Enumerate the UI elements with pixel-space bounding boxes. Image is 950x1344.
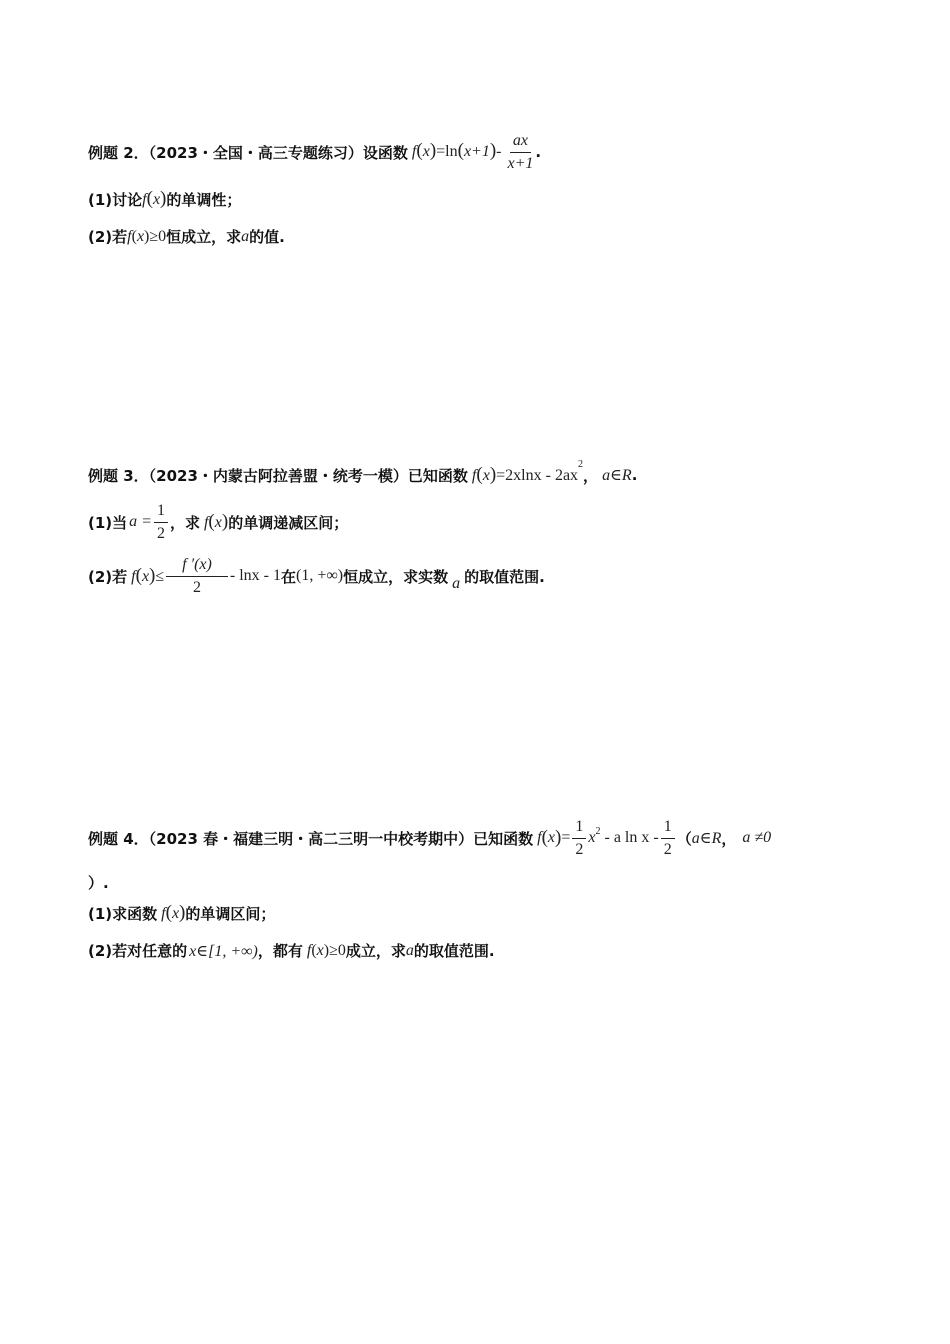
example-4-formula: f ( x ) = $\frac{1}{2}$ x $^2$ - a ln x - $\frac{1}{2}$ [537,818,677,858]
example-3-formula: $f(x)=2xlnx - 2ax^2$ [471,458,584,485]
example-4-q2: (2)若对任意的 x∈[1, +∞) ，都有 f(x)≥0 成立，求 a 的取值范围. [88,941,495,960]
example-2-q1: (1)讨论 f(x) 的单调性； [88,188,242,209]
example-2-q2: (2)若 f(x)≥0 恒成立，求 a 的值. [88,227,285,246]
example-3-q2: (2)若 f(x)≤ $\frac{f '(x)}{2}$ - lnx - 1 在 (1, +∞) 恒成立，求实数 a 的取值范围. [88,556,545,596]
example-4-title: 例题 4．（2023 春・福建三明・高二三明一中校考期中）已知函数 f ( x ) = $\frac{1}{2}$ x $^2$ - a ln x - $\frac{1}{2}$ （ a∈R ， a ≠0 [88,818,772,858]
example-4-q1: (1)求函数 f(x) 的单调区间； [88,902,276,923]
fx-ineq: f(x)≥0 [127,227,167,245]
example-4-close: ）. [88,874,109,892]
example-2-formula: f(x)=ln(x+1)- $\frac{ax}{x+1}$ [411,132,534,172]
fx-expr: f(x) [142,188,167,209]
example-4-intro: 例题 4．（2023 春・福建三明・高二三明一中校考期中）已知函数 [88,829,534,848]
example-2-title: 例题 2．（2023・全国・高三专题练习）设函数 f(x)=ln(x+1)- $\frac{ax}{x+1}$ . [88,132,542,172]
example-2-intro: 例题 2．（2023・全国・高三专题练习）设函数 [88,143,408,162]
example-3-title: 例题 3．（2023・内蒙古阿拉善盟・统考一模）已知函数 $f(x)=2xlnx - 2ax^2$ ， a∈R . [88,458,638,485]
example-3-intro: 例题 3．（2023・内蒙古阿拉善盟・统考一模）已知函数 [88,466,468,485]
example-3-q1: (1)当 a = $\frac{1}{2}$ ，求 f(x) 的单调递减区间； [88,502,349,542]
